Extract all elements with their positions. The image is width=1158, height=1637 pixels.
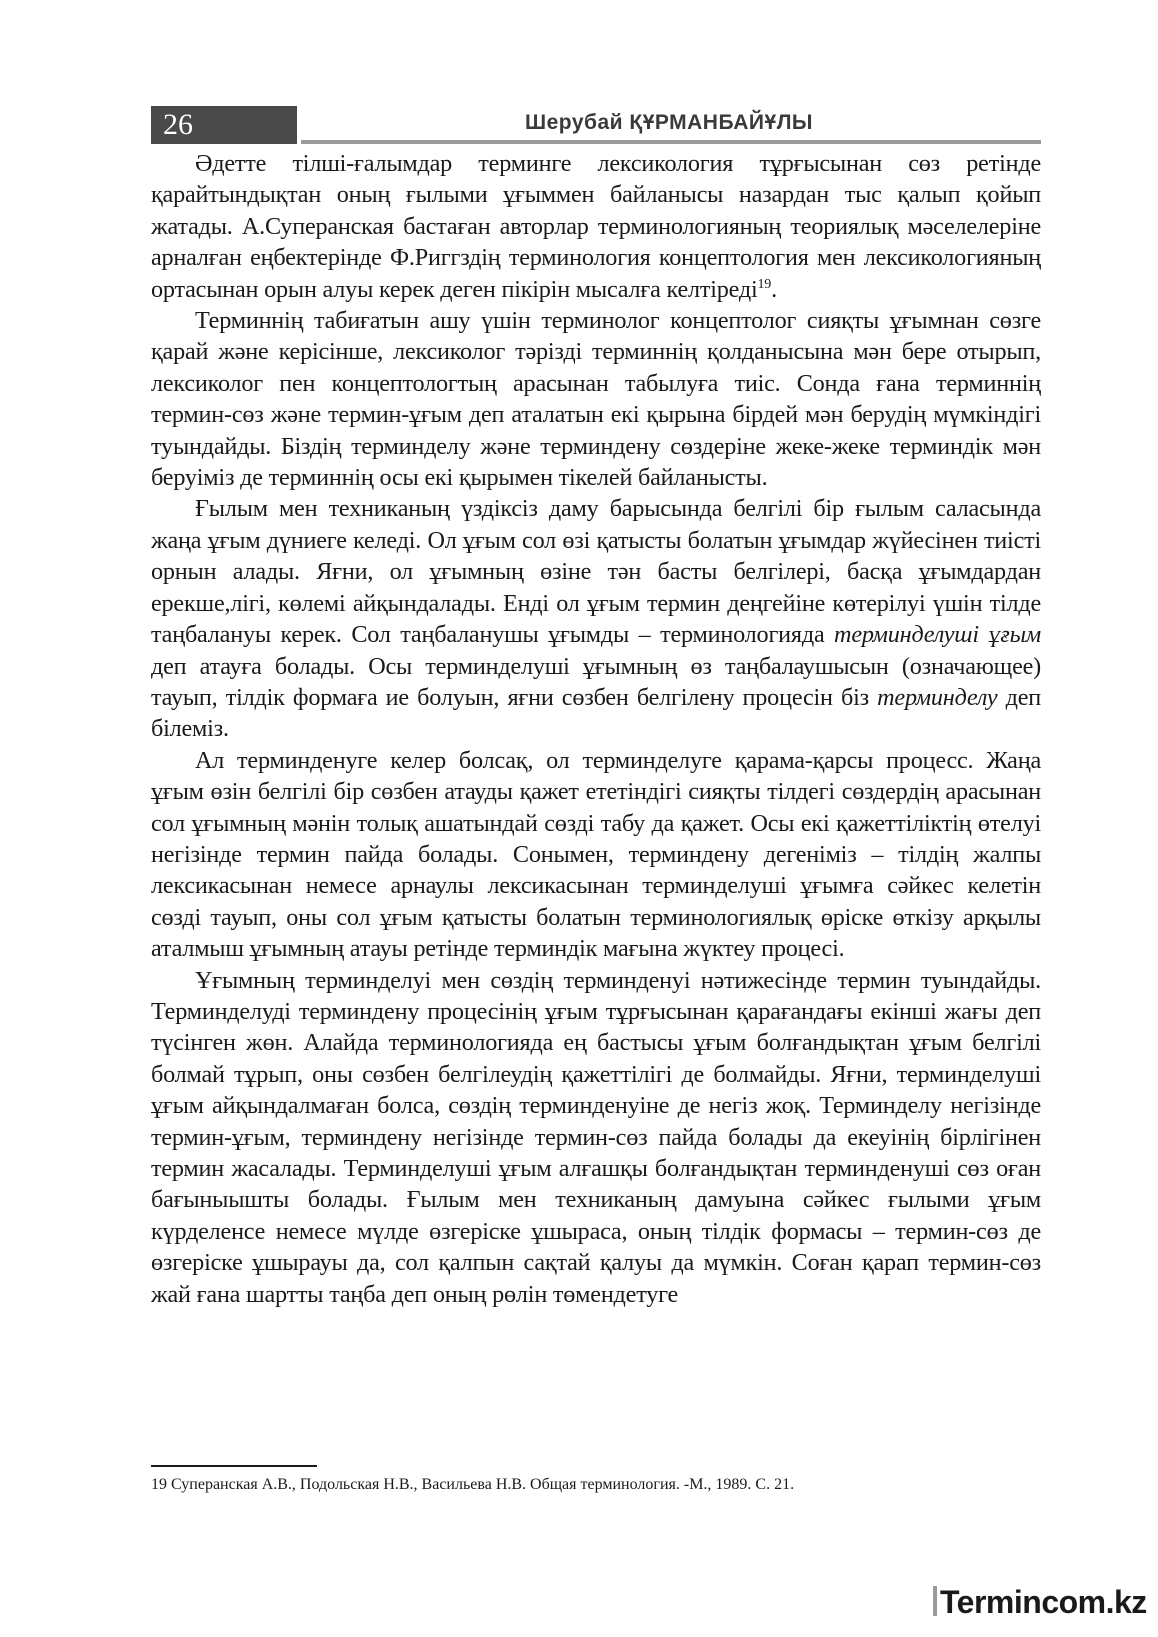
footnote: 19 Суперанская А.В., Подольская Н.В., Васильева Н.В. Общая терминология. -М., 1989. С. 21.: [151, 1476, 795, 1493]
paragraph-1: [151, 148, 1041, 305]
paragraph-text: деп атауға болады. Осы терминделуші ұғымның өз таңбалаушысын (означающее) тауып, тілдік формаға ие болуын, яғни сөзбен белгілену процесін біз: [151, 652, 1041, 711]
paragraph-5: Ұғымның терминделуі мен сөздің терминденуі нәтижесінде термин туындайды. Терминделуді терминдену процесінің ұғым тұрғысынан қарағандағы екінші жағы деп түсінген жөн. Алайда терминологияда ең бастысы ұғым болғандықтан ұғым белгілі болмай тұрып, оны сөзбен белгілеудің қажеттілігі де болмайды. Яғни, терминделуші ұғым айқындалмаған болса, сөздің терминденуіне де негіз жоқ. Терминделу негізінде термин-ұғым, терминдену негізінде термин-сөз пайда болады да екеуінің бірлігінен термин жасалады. Терминделуші ұғым алғашқы болғандықтан терминденуші сөз оған бағыныышты болады. Ғылым мен техниканың дамуына сәйкес ғылыми ұғым күрделенсе немесе мүлде өзгеріске ұшыраса, оның тілдік формасы – термин-сөз де өзгеріске ұшырауы да, сол қалпын сақтай қалуы да мүмкін. Соған қарап термин-сөз жай ғана шартты таңба деп оның рөлін төмендетуге: [151, 966, 1041, 1308]
termincom-logo: [933, 1582, 1149, 1622]
page-number: 26: [151, 106, 297, 144]
footnote-rule: [151, 1465, 317, 1467]
paragraph-3: [151, 493, 1041, 744]
italic-term: терминделу: [877, 683, 998, 711]
italic-term: терминделуші ұғым: [834, 621, 1041, 649]
paragraph-text: Ғылым мен техниканың үздіксіз даму барысында белгілі бір ғылым саласында жаңа ұғым дүниеге келеді. Ол ұғым сол өзі қатысты болатын ұғымдар жүйесінен тиісті орнын алады. Яғни, ол ұғымның өзіне тән басты белгілері, басқа ұғымдардан ерекше,лігі, көлемі айқындалады. Енді ол ұғым термин деңгейіне көтерілуі үшін тілде таңбалануы керек. Сол таңбаланушы ұғымды – терминологияда: [151, 495, 1041, 649]
paragraph-2: Терминнің табиғатын ашу үшін терминолог концептолог сияқты ұғымнан сөзге қарай және керісінше, лексиколог тәрізді терминнің қолданысына мән бере отырып, лексиколог пен концептологтың арасынан табылуға тиіс. Сонда ғана терминнің термин-сөз және термин-ұғым деп аталатын екі қырына бірдей мән берудің мүмкіндігі туындайды. Біздің терминделу және терминдену сөздеріне жеке-жеке терминдік мән беруіміз де терминнің осы екі қырымен тікелей байланысты.: [151, 307, 1041, 492]
paragraph-text: .: [771, 275, 777, 303]
logo-bar-icon: [933, 1586, 937, 1616]
header-rule: [301, 140, 1041, 144]
body-text: [151, 148, 1041, 1310]
logo-text: Termincom.kz: [940, 1584, 1147, 1620]
paragraph-text: деп білеміз.: [151, 683, 1041, 743]
running-head: Шерубай ҚҰРМАНБАЙҰЛЫ: [525, 111, 813, 134]
paragraph-text: Әдетте тілші-ғалымдар терминге лексикология тұрғысынан сөз ретінде қарайтындықтан оның ғылыми ұғыммен байланысы назардан тыс қалып қойып жатады. А.Суперанская бастаған авторлар терминологияның теориялық мәселелеріне арналған еңбектерінде Ф.Риггздің терминология концептология мен лексикологияның ортасынан орын алуы керек деген пікірін мысалға келтіреді: [151, 150, 1041, 303]
footnote-ref: 19: [757, 276, 772, 292]
paragraph-4: Ал терминденуге келер болсақ, ол терминделуге қарама-қарсы процесс. Жаңа ұғым өзін белгілі бір сөзбен атауды қажет ететіндігі сияқты тілдегі сөздердің арасынан сол ұғымның мәнін толық ашатындай сөзді табу да қажет. Осы екі қажеттіліктің өтелуі негізінде термин пайда болады. Сонымен, терминдену дегеніміз – тілдің жалпы лексикасынан немесе арнаулы лексикасынан терминделуші ұғымға сәйкес келетін сөзді тауып, оны сол ұғым қатысты болатын терминологиялық өріске өткізу арқылы аталмыш ұғымның атауы ретінде терминдік мағына жүктеу процесі.: [151, 746, 1041, 963]
page-header: [151, 106, 1041, 144]
